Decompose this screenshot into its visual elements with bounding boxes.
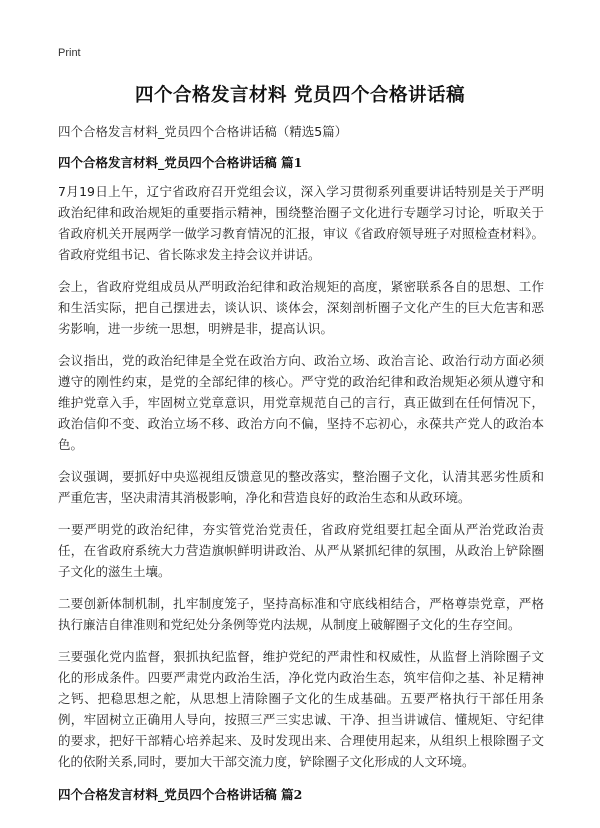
paragraph-6: 二要创新体制机制，扎牢制度笼子，坚持高标准和守底线相结合，严格尊崇党章，严格执行廉洁自律准则和党纪处分条例等党内法规，从制度上破解圈子文化的生存空间。 bbox=[58, 596, 544, 632]
section-1-body bbox=[58, 181, 544, 783]
paragraph-4: 会议强调，要抓好中央巡视组反馈意见的整改落实，整治圈子文化，认清其恶劣性质和严重危害，坚决肃清其消极影响，净化和营造良好的政治生态和从政环境。 bbox=[58, 469, 544, 505]
paragraph-3: 会议指出，党的政治纪律是全党在政治方向、政治立场、政治言论、政治行动方面必须遵守的刚性约束，是党的全部纪律的核心。严守党的政治纪律和政治规矩必须从遵守和维护党章入手，牢固树立党章意识，用党章规范自己的言行，真正做到在任何情况下，政治信仰不变、政治立场不移、政治方向不偏，坚持不忘初心，永葆共产党人的政治本色。 bbox=[58, 353, 544, 452]
paragraph-5: 一要严明党的政治纪律，夯实管党治党责任，省政府党组要扛起全面从严治党政治责任，在省政府系统大力营造旗帜鲜明讲政治、从严从紧抓纪律的氛围，从政治上铲除圈子文化的滋生土壤。 bbox=[58, 522, 544, 579]
document-subtitle: 四个合格发言材料_党员四个合格讲话稿（精选5篇） bbox=[58, 124, 348, 139]
paragraph-1: 7月19日上午，辽宁省政府召开党组会议，深入学习贯彻系列重要讲话特别是关于严明政治纪律和政治规矩的重要指示精神，围绕整治圈子文化进行专题学习讨论，听取关于省政府机关开展两学一做学习教育情况的汇报，审议《省政府领导班子对照检查材料》。省政府党组书记、省长陈求发主持会议并讲话。 bbox=[58, 184, 544, 262]
paragraph-2: 会上，省政府党组成员从严明政治纪律和政治规矩的高度，紧密联系各自的思想、工作和生活实际，把自己摆进去，谈认识、谈体会，深刻剖析圈子文化产生的巨大危害和恶劣影响，进一步统一思想，明辨是非，提高认识。 bbox=[58, 279, 544, 336]
section-heading-1: 四个合格发言材料_党员四个合格讲话稿 篇1 bbox=[58, 155, 303, 170]
section-heading-2: 四个合格发言材料_党员四个合格讲话稿 篇2 bbox=[58, 787, 303, 802]
paragraph-7: 三要强化党内监督，狠抓执纪监督，维护党纪的严肃性和权威性，从监督上消除圈子文化的形成条件。四要严肃党内政治生活，净化党内政治生态，筑牢信仰之基、补足精神之钙、把稳思想之舵，从思想上清除圈子文化的生成基础。五要严格执行干部任用条例，牢固树立正确用人导向，按照三严三实忠诚、干净、担当讲诚信、懂规矩、守纪律的要求，把好干部精心培养起来、及时发现出来、合理使用起来，从组织上根除圈子文化的依附关系,同时，要加大干部交流力度，铲除圈子文化形成的人文环境。 bbox=[58, 649, 544, 769]
print-label[interactable]: Print bbox=[58, 47, 81, 59]
document-title: 四个合格发言材料 党员四个合格讲话稿 bbox=[135, 85, 465, 106]
